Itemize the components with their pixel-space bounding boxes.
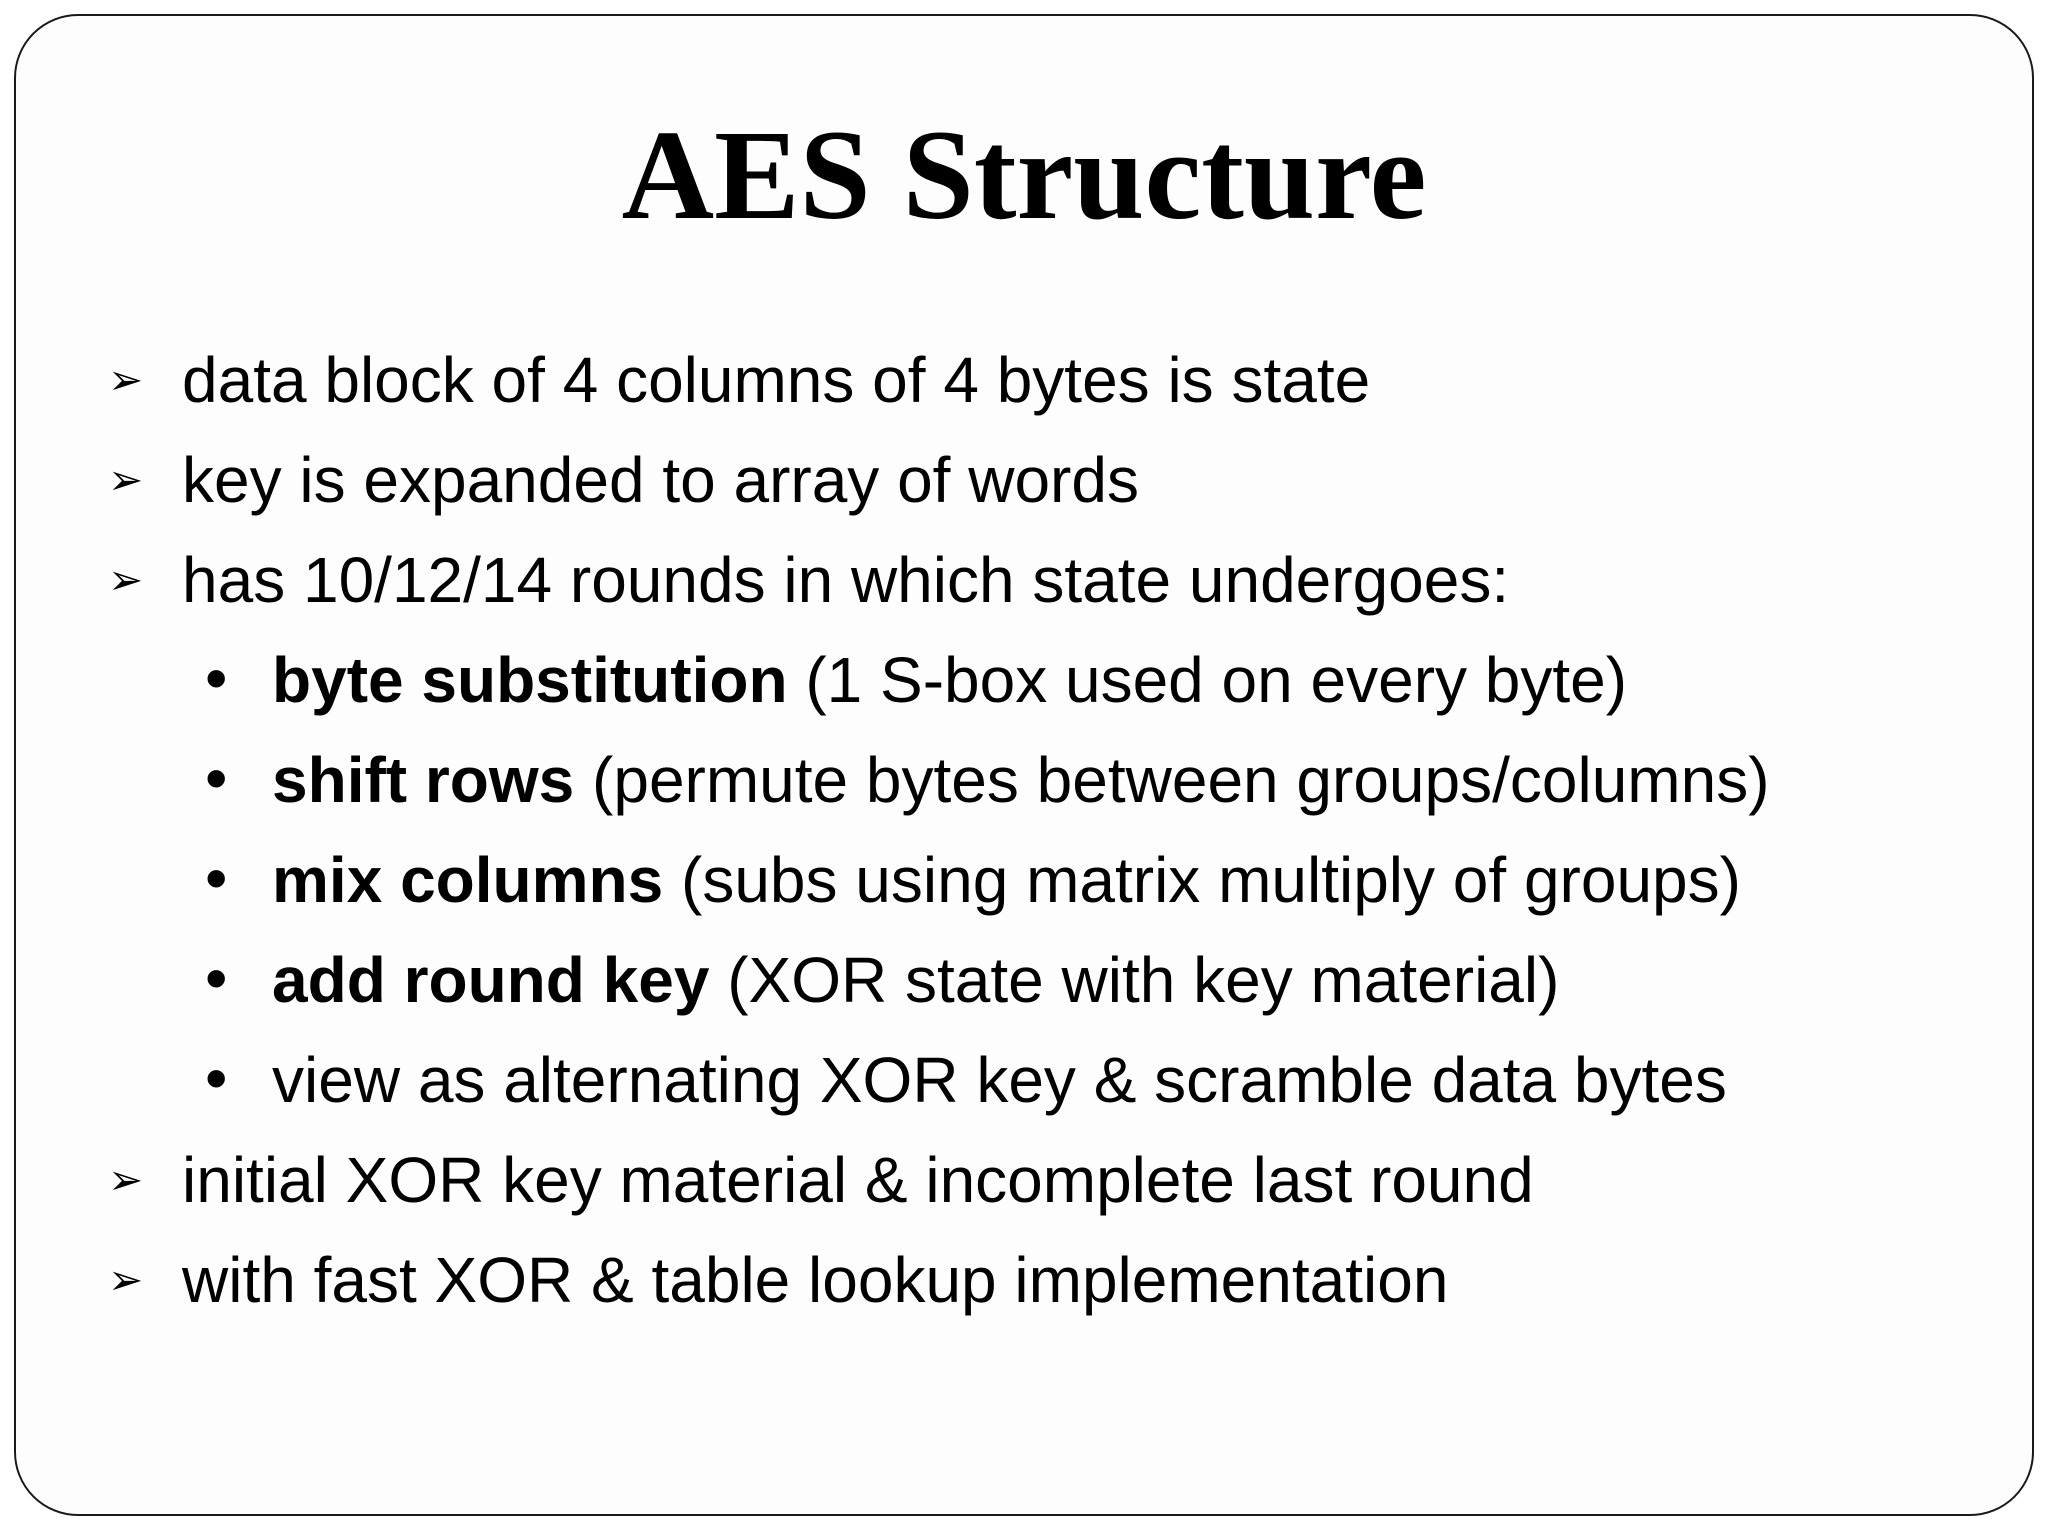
bullet-list	[0, 330, 2048, 1330]
bullet-term: mix columns	[272, 844, 664, 916]
bullet-description: (permute bytes between groups/columns)	[574, 744, 1770, 816]
dot-bullet-icon: •	[205, 1042, 228, 1114]
arrowhead-bullet-icon: ➢	[108, 1155, 144, 1204]
sub-bullet-item	[0, 930, 2048, 1030]
slide-title: AES Structure	[621, 104, 1427, 246]
sub-bullet-text	[272, 830, 1741, 930]
dot-bullet-icon: •	[205, 942, 228, 1014]
sub-bullet-item	[0, 830, 2048, 930]
dot-bullet-icon: •	[205, 842, 228, 914]
bullet-description: (1 S-box used on every byte)	[787, 644, 1628, 716]
bullet-term: shift rows	[272, 744, 575, 816]
bullet-description: (XOR state with key material)	[709, 944, 1560, 1016]
sub-bullet-item	[0, 630, 2048, 730]
dot-bullet-icon: •	[205, 742, 228, 814]
bullet-text: has 10/12/14 rounds in which state undergoes:	[182, 544, 1510, 616]
sub-bullet-text	[272, 730, 1770, 830]
sub-bullet-item	[0, 1030, 2048, 1130]
sub-bullet-item	[0, 730, 2048, 830]
bullet-item	[0, 530, 2048, 630]
bullet-text: key is expanded to array of words	[182, 444, 1139, 516]
dot-bullet-icon: •	[205, 642, 228, 714]
bullet-text: data block of 4 columns of 4 bytes is state	[182, 344, 1371, 416]
arrowhead-bullet-icon: ➢	[108, 455, 144, 504]
arrowhead-bullet-icon: ➢	[108, 555, 144, 604]
bullet-item	[0, 1230, 2048, 1330]
sub-bullet-text	[272, 1030, 1727, 1130]
bullet-text: with fast XOR & table lookup implementation	[182, 1244, 1449, 1316]
bullet-text: initial XOR key material & incomplete last round	[182, 1144, 1534, 1216]
bullet-item	[0, 330, 2048, 430]
bullet-term: add round key	[272, 944, 710, 1016]
bullet-description: view as alternating XOR key & scramble data bytes	[272, 1044, 1727, 1116]
sub-bullet-text	[272, 930, 1559, 1030]
bullet-description: (subs using matrix multiply of groups)	[663, 844, 1741, 916]
bullet-item	[0, 430, 2048, 530]
bullet-term: byte substitution	[272, 644, 788, 716]
arrowhead-bullet-icon: ➢	[108, 355, 144, 404]
bullet-item	[0, 1130, 2048, 1230]
arrowhead-bullet-icon: ➢	[108, 1255, 144, 1304]
sub-bullet-text	[272, 630, 1627, 730]
